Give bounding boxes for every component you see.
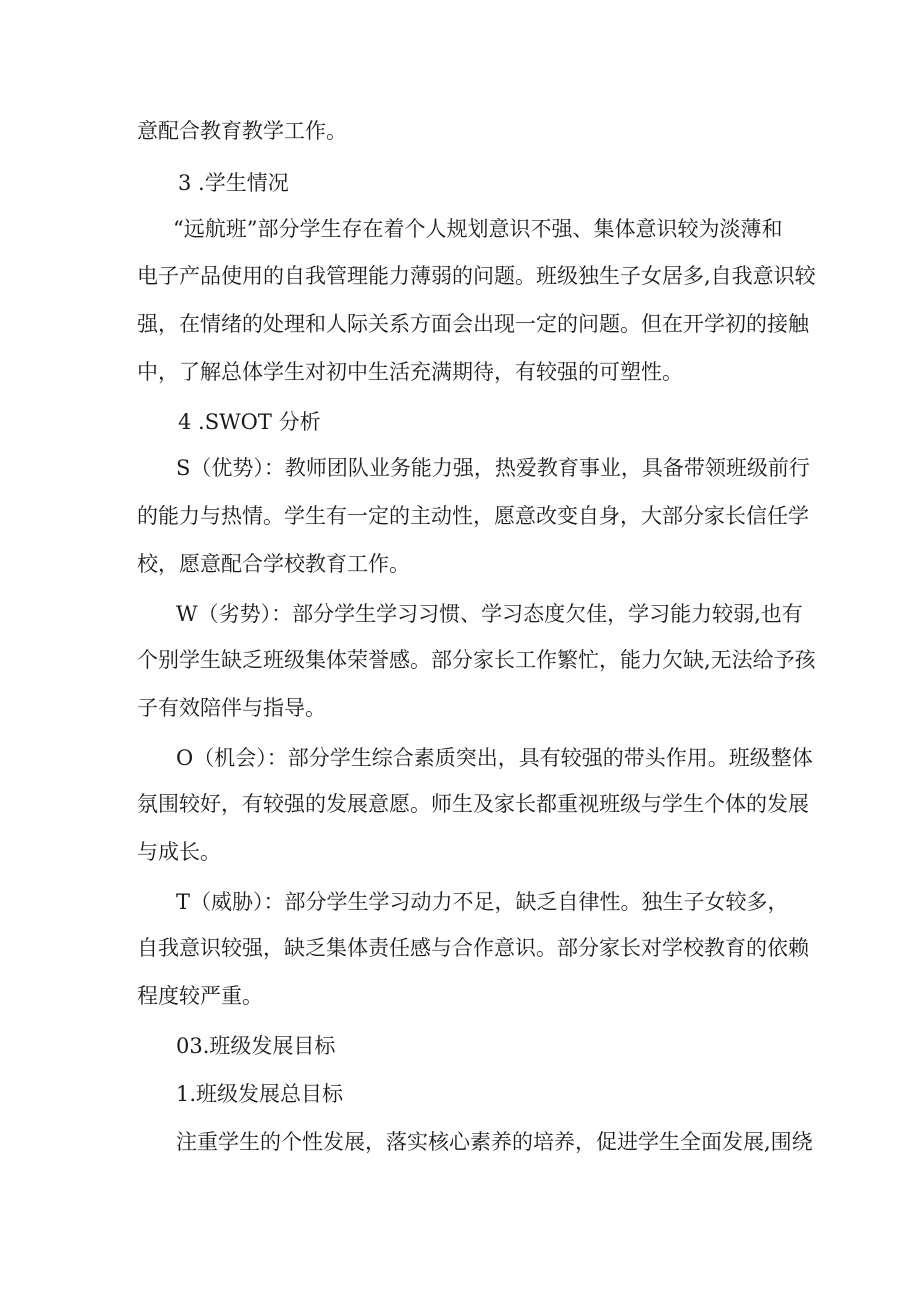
text-line: O（机会）：部分学生综合素质突出，具有较强的带头作用。班级整体 <box>176 746 813 770</box>
section-heading: 4 .SWOT 分析 <box>178 410 321 434</box>
text-line: 注重学生的个性发展，落实核心素养的培养，促进学生全面发展,围绕 <box>176 1130 813 1154</box>
text-line: “远航班”部分学生存在着个人规划意识不强、集体意识较为淡薄和 <box>173 217 783 241</box>
text-line: 强，在情绪的处理和人际关系方面会出现一定的问题。但在开学初的接触 <box>137 312 809 336</box>
text-line: S（优势）：教师团队业务能力强，热爱教育事业，具备带领班级前行 <box>176 456 810 480</box>
section-heading: 03.班级发展目标 <box>176 1034 336 1058</box>
text-line: 中，了解总体学生对初中生活充满期待，有较强的可塑性。 <box>137 360 683 384</box>
text-line: W（劣势）：部分学生学习习惯、学习态度欠佳，学习能力较弱,也有 <box>176 602 803 626</box>
text-line: 电子产品使用的自我管理能力薄弱的问题。班级独生子女居多,自我意识较 <box>137 264 816 288</box>
section-heading: 3 .学生情况 <box>178 171 289 195</box>
text-line: 自我意识较强，缺乏集体责任感与合作意识。部分家长对学校教育的依赖 <box>137 936 809 960</box>
text-line: 的能力与热情。学生有一定的主动性，愿意改变自身，大部分家长信任学 <box>137 504 809 528</box>
text-line: 程度较严重。 <box>137 984 263 1008</box>
text-line: 子有效陪伴与指导。 <box>137 696 326 720</box>
text-line: 个别学生缺乏班级集体荣誉感。部分家长工作繁忙，能力欠缺,无法给予孩 <box>137 648 816 672</box>
text-line: 与成长。 <box>137 840 221 864</box>
text-line: 氛围较好，有较强的发展意愿。师生及家长都重视班级与学生个体的发展 <box>137 792 809 816</box>
text-line: 校，愿意配合学校教育工作。 <box>137 552 410 576</box>
text-line: T（威胁）：部分学生学习动力不足，缺乏自律性。独生子女较多， <box>176 890 789 914</box>
section-heading: 1.班级发展总目标 <box>176 1082 344 1106</box>
text-line: 意配合教育教学工作。 <box>137 119 347 143</box>
